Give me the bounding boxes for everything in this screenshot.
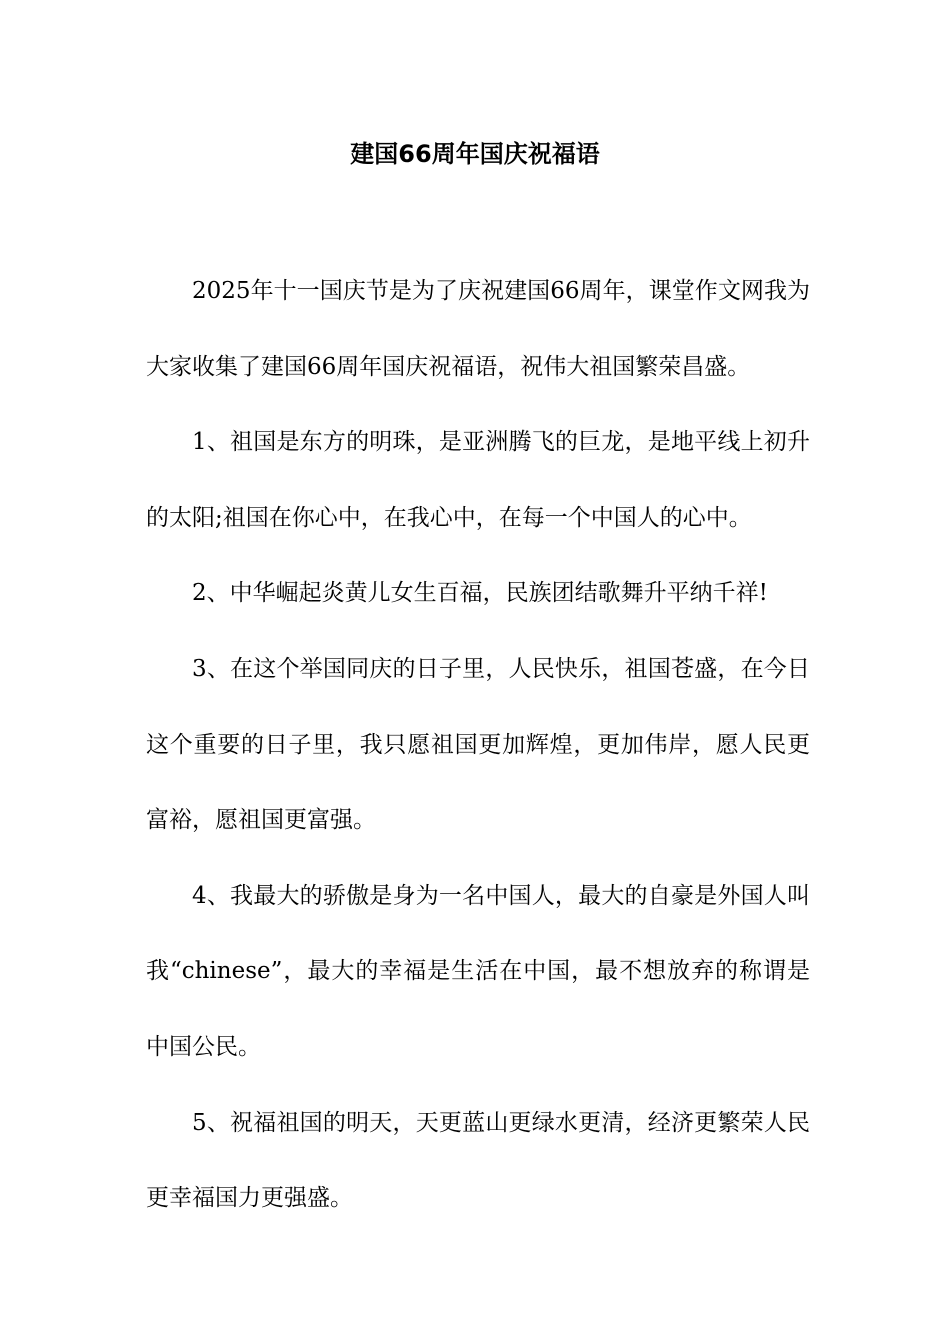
paragraph-4: 4、我最大的骄傲是身为一名中国人，最大的自豪是外国人叫我“chinese”，最大的幸福是生活在中国，最不想放弃的称谓是中国公民。 xyxy=(146,882,810,1060)
paragraph-5: 5、祝福祖国的明天，天更蓝山更绿水更清，经济更繁荣人民更幸福国力更强盛。 xyxy=(146,1109,810,1212)
paragraph-3: 3、在这个举国同庆的日子里，人民快乐，祖国苍盛，在今日这个重要的日子里，我只愿祖国更加辉煌，更加伟岸，愿人民更富裕，愿祖国更富强。 xyxy=(146,655,810,834)
paragraph-1: 1、祖国是东方的明珠，是亚洲腾飞的巨龙，是地平线上初升的太阳;祖国在你心中，在我心中，在每一个中国人的心中。 xyxy=(146,429,810,531)
paragraph-intro: 2025年十一国庆节是为了庆祝建国66周年，课堂作文网我为大家收集了建国66周年国庆祝福语，祝伟大祖国繁荣昌盛。 xyxy=(146,278,810,380)
document-body xyxy=(146,254,810,1237)
paragraph-2: 2、中华崛起炎黄儿女生百福，民族团结歌舞升平纳千祥! xyxy=(192,580,768,607)
document-title: 建国66周年国庆祝福语 xyxy=(350,140,600,168)
